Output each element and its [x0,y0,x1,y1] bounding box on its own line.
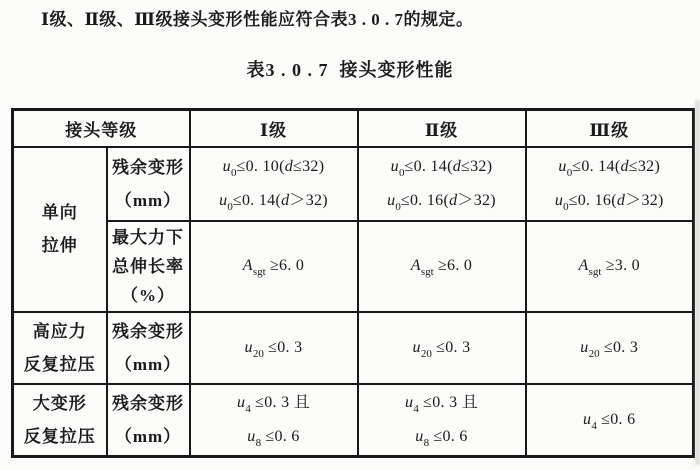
group-label-line: 拉伸 [41,236,78,255]
row-label-line: 残余变形 [112,157,184,177]
row-uniaxial-elongation [13,221,694,312]
label-cell-residual-deformation-2 [107,312,190,384]
group-cell-uniaxial-tension [13,147,107,312]
cell-elongation-grade3: $A_{sgt} \ge 3$. 0 [526,221,694,312]
group-label-line: 高应力 [32,321,87,341]
row-label-line: 残余变形 [112,321,184,341]
joint-deformation-table [11,108,695,458]
header-joint-grade: 接头等级 [13,110,190,147]
row-label-line: 总伸长率 [112,256,184,276]
cell-elongation-grade1: $A_{sgt} \ge 6$. 0 [190,221,358,312]
cell-largedef-grade3: $u_4 \le 0$. 6 [526,384,694,457]
scan-edge-artifact [695,100,700,465]
label-cell-residual-deformation-3 [107,384,190,457]
group-label-line: 反复拉压 [23,354,96,374]
label-cell-total-elongation [107,221,190,312]
cell-largedef-grade2: $u_4 \le 0$. 3 且 $u_8 \le 0$. 6 [358,384,526,457]
row-uniaxial-residual [13,147,694,221]
header-grade-2: Ⅱ级 [358,110,526,147]
group-cell-large-deformation-cyclic [13,384,107,457]
row-large-deformation-residual [13,384,694,457]
label-cell-residual-deformation-1 [107,147,190,221]
cell-highstress-grade3: $u_{20} \le 0$. 3 [526,312,694,384]
row-label-line: 残余变形 [112,393,184,413]
cell-highstress-grade2: $u_{20} \le 0$. 3 [358,312,526,384]
cell-highstress-grade1: $u_{20} \le 0$. 3 [190,312,358,384]
row-label-line: （mm） [114,426,182,446]
cell-largedef-grade1: $u_4 \le 0$. 3 且 $u_8 \le 0$. 6 [190,384,358,457]
row-label-line: 最大力下 [112,227,184,247]
table-header-row [13,110,694,147]
group-label-line: 反复拉压 [23,426,96,446]
table-title: 表3 . 0 . 7 接头变形性能 [246,60,454,80]
cell-residual-grade1: $u_0\le 0$. 10(d≤32) $u_0\le 0$. 14(d＞32) [190,147,358,221]
cell-elongation-grade2: $A_{sgt} \ge 6$. 0 [358,221,526,312]
group-cell-high-stress-cyclic [13,312,107,384]
group-label-line: 单向 [41,203,78,222]
header-grade-3: Ⅲ级 [526,110,694,147]
group-label-line: 大变形 [32,393,87,413]
row-high-stress-residual [13,312,694,384]
row-label-line: （mm） [114,354,182,374]
header-grade-1: Ⅰ级 [190,110,358,147]
cell-residual-grade3: $u_0\le 0$. 14(d≤32) $u_0\le 0$. 16(d＞32) [526,147,694,221]
row-label-line: （%） [121,285,175,305]
intro-text: Ⅰ级、Ⅱ级、Ⅲ级接头变形性能应符合表3 . 0 . 7的规定。 [41,10,474,29]
row-label-line: （mm） [114,190,182,210]
cell-residual-grade2: $u_0\le 0$. 14(d≤32) $u_0\le 0$. 16(d＞32) [358,147,526,221]
